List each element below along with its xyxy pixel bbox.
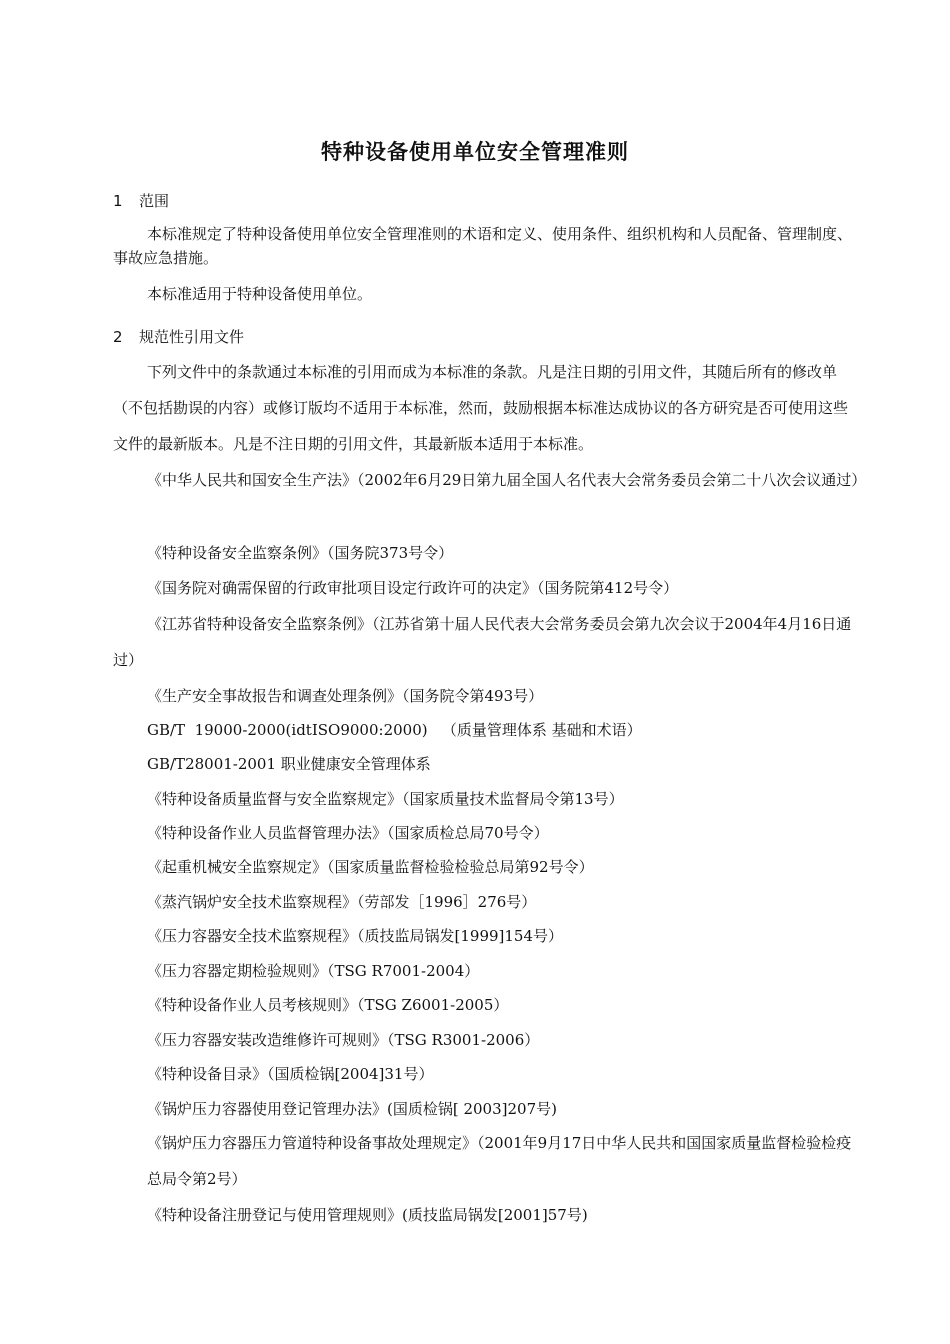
reference-item: 《生产安全事故报告和调查处理条例》（国务院令第493号） [147,687,544,705]
section-2-title: 规范性引用文件 [139,328,245,346]
reference-item: 《蒸汽锅炉安全技术监察规程》（劳部发［1996］276号） [147,893,537,911]
section-1-heading [113,190,169,211]
reference-item: GB/T28001-2001 职业健康安全管理体系 [147,755,431,773]
reference-item: 《特种设备质量监督与安全监察规定》（国家质量技术监督局令第13号） [147,790,624,808]
reference-item: GB/T 19000-2000(idtISO9000:2000) （质量管理体系 基础和术语） [147,721,642,739]
reference-item: 《特种设备目录》（国质检锅[2004]31号） [147,1065,434,1083]
reference-item: 《压力容器定期检验规则》（TSG R7001-2004） [147,962,480,980]
reference-item: 《特种设备注册登记与使用管理规则》(质技监局锅发[2001]57号) [147,1206,588,1224]
reference-item: 《国务院对确需保留的行政审批项目设定行政许可的决定》（国务院第412号令） [147,579,679,597]
reference-item: 《锅炉压力容器使用登记管理办法》(国质检锅[ 2003]207号) [147,1100,557,1118]
reference-item: 《江苏省特种设备安全监察条例》（江苏省第十届人民代表大会常务委员会第九次会议于2004年4月16日通过） [113,615,852,669]
reference-item: 《压力容器安装改造维修许可规则》（TSG R3001-2006） [147,1031,540,1049]
reference-item: 《锅炉压力容器压力管道特种设备事故处理规定》（2001年9月17日中华人民共和国国家质量监督检验检疫总局令第2号） [147,1134,852,1188]
reference-item: 《特种设备作业人员考核规则》（TSG Z6001-2005） [147,996,509,1014]
section-1-number: 1 [113,192,123,210]
section-1-title: 范围 [139,192,170,210]
reference-item: 《特种设备安全监察条例》（国务院373号令） [147,544,454,562]
scope-applicability: 本标准适用于特种设备使用单位。 [147,285,373,303]
reference-item: 《起重机械安全监察规定》（国家质量监督检验检验总局第92号令） [147,858,594,876]
reference-item: 《中华人民共和国安全生产法》（2002年6月29日第九届全国人名代表大会常务委员会第二十八次会议通过） [147,471,867,489]
reference-item: 《特种设备作业人员监督管理办法》（国家质检总局70号令） [147,824,549,842]
section-2-heading [113,326,244,347]
scope-paragraph: 本标准规定了特种设备使用单位安全管理准则的术语和定义、使用条件、组织机构和人员配备、管理制度、事故应急措施。 [113,225,853,267]
document-title: 特种设备使用单位安全管理准则 [321,140,629,164]
section-2-number: 2 [113,328,123,346]
normative-intro: 下列文件中的条款通过本标准的引用而成为本标准的条款。凡是注日期的引用文件，其随后所有的修改单（不包括勘误的内容）或修订版均不适用于本标准，然而，鼓励根据本标准达成协议的各方研究是否可使用这些文件的最新版本。凡是不注日期的引用文件，其最新版本适用于本标准。 [113,363,849,453]
reference-item: 《压力容器安全技术监察规程》（质技监局锅发[1999]154号） [147,927,564,945]
